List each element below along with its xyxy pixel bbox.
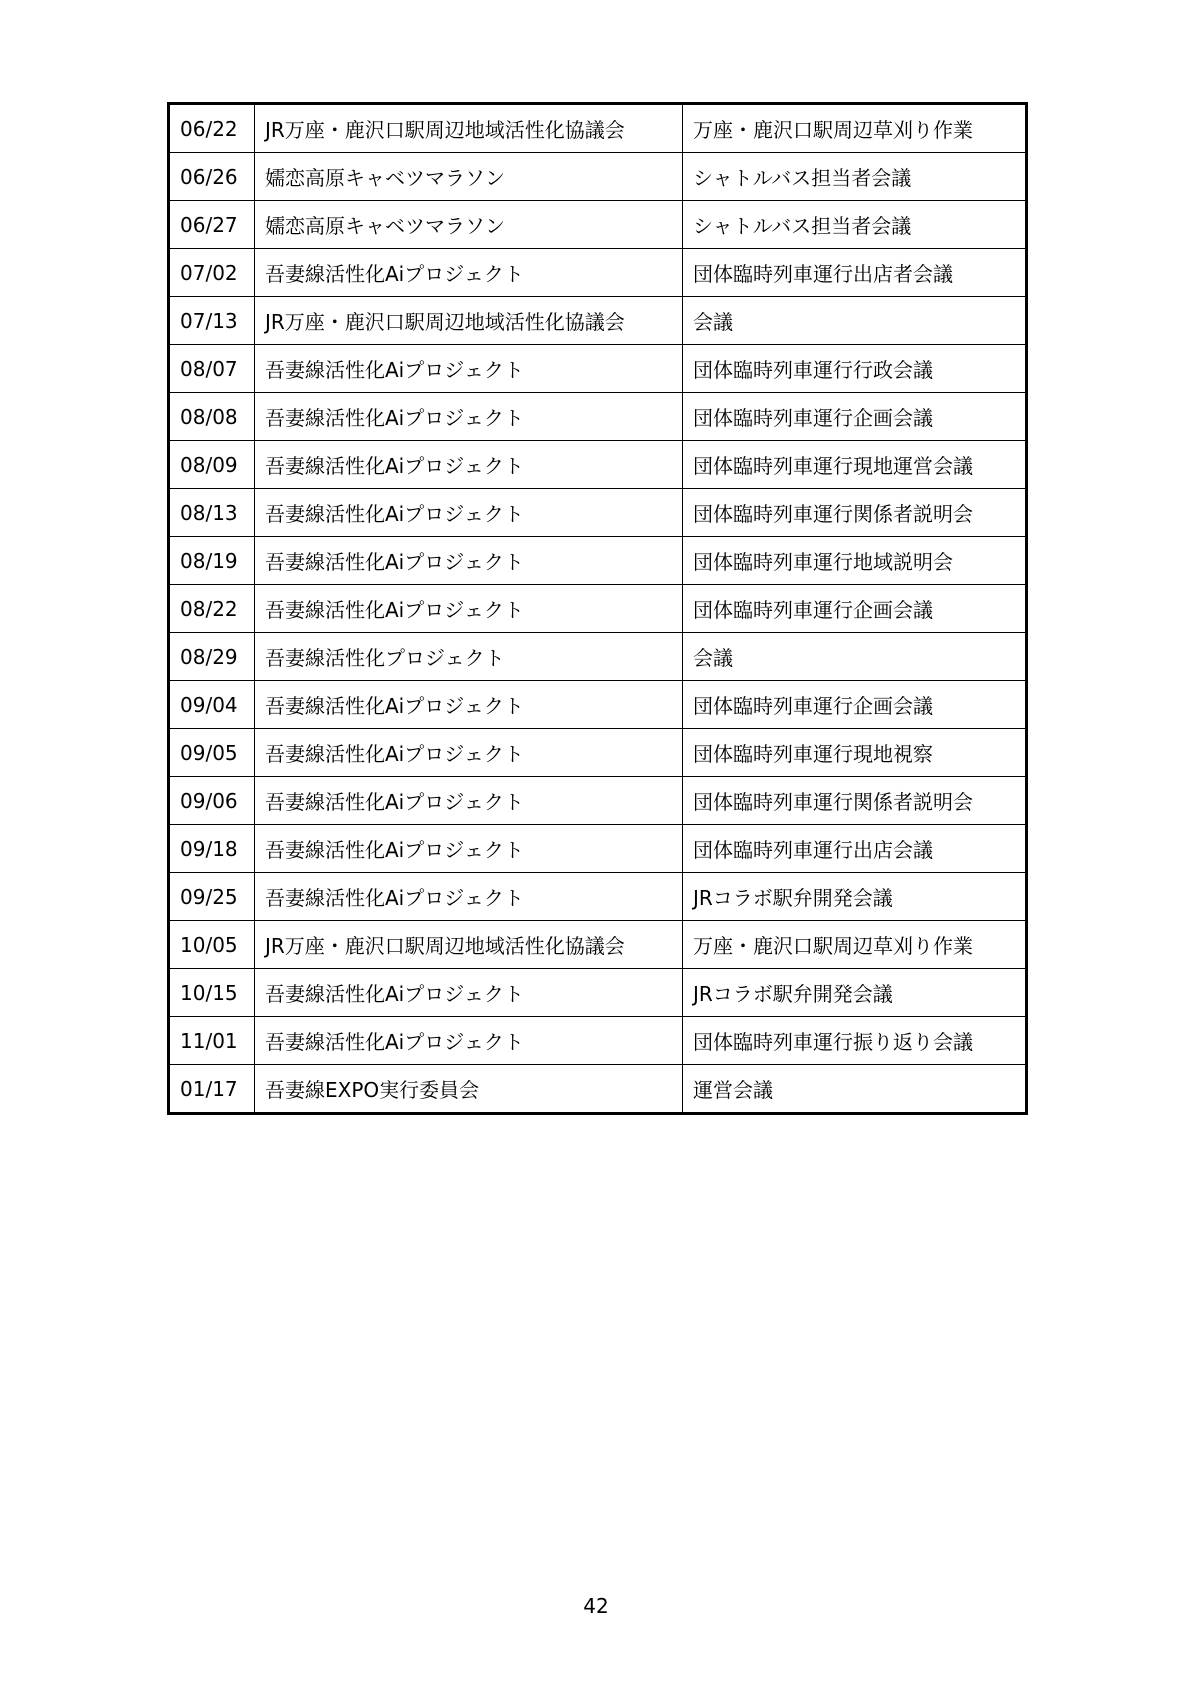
date-cell: 07/13 bbox=[169, 297, 255, 345]
content-cell: 万座・鹿沢口駅周辺草刈り作業 bbox=[683, 921, 1027, 969]
table-row bbox=[169, 249, 1027, 297]
organization-cell: 嬬恋高原キャベツマラソン bbox=[255, 201, 683, 249]
date-cell: 06/22 bbox=[169, 104, 255, 153]
table-row bbox=[169, 104, 1027, 153]
organization-cell: 吾妻線活性化Aiプロジェクト bbox=[255, 249, 683, 297]
content-cell: 団体臨時列車運行出店会議 bbox=[683, 825, 1027, 873]
content-cell: 団体臨時列車運行地域説明会 bbox=[683, 537, 1027, 585]
table-row bbox=[169, 633, 1027, 681]
organization-cell: 吾妻線活性化Aiプロジェクト bbox=[255, 1017, 683, 1065]
content-cell: シャトルバス担当者会議 bbox=[683, 201, 1027, 249]
table-row bbox=[169, 969, 1027, 1017]
table-row bbox=[169, 681, 1027, 729]
date-cell: 08/22 bbox=[169, 585, 255, 633]
table-row bbox=[169, 777, 1027, 825]
activity-table-body bbox=[169, 104, 1027, 1114]
organization-cell: 吾妻線活性化Aiプロジェクト bbox=[255, 393, 683, 441]
organization-cell: 吾妻線活性化Aiプロジェクト bbox=[255, 489, 683, 537]
date-cell: 07/02 bbox=[169, 249, 255, 297]
table-row bbox=[169, 825, 1027, 873]
date-cell: 08/13 bbox=[169, 489, 255, 537]
table-row bbox=[169, 297, 1027, 345]
table-row bbox=[169, 441, 1027, 489]
table-row bbox=[169, 1065, 1027, 1114]
content-cell: 団体臨時列車運行企画会議 bbox=[683, 681, 1027, 729]
organization-cell: 吾妻線活性化プロジェクト bbox=[255, 633, 683, 681]
date-cell: 06/27 bbox=[169, 201, 255, 249]
organization-cell: 吾妻線活性化Aiプロジェクト bbox=[255, 969, 683, 1017]
activity-table bbox=[167, 102, 1028, 1115]
table-row bbox=[169, 537, 1027, 585]
organization-cell: 吾妻線活性化Aiプロジェクト bbox=[255, 729, 683, 777]
table-row bbox=[169, 729, 1027, 777]
table-row bbox=[169, 345, 1027, 393]
date-cell: 08/07 bbox=[169, 345, 255, 393]
table-row bbox=[169, 585, 1027, 633]
date-cell: 08/29 bbox=[169, 633, 255, 681]
content-cell: 万座・鹿沢口駅周辺草刈り作業 bbox=[683, 104, 1027, 153]
organization-cell: 吾妻線活性化Aiプロジェクト bbox=[255, 825, 683, 873]
content-cell: 運営会議 bbox=[683, 1065, 1027, 1114]
organization-cell: JR万座・鹿沢口駅周辺地域活性化協議会 bbox=[255, 921, 683, 969]
table-row bbox=[169, 873, 1027, 921]
content-cell: 団体臨時列車運行現地運営会議 bbox=[683, 441, 1027, 489]
date-cell: 06/26 bbox=[169, 153, 255, 201]
organization-cell: 吾妻線活性化Aiプロジェクト bbox=[255, 777, 683, 825]
content-cell: 団体臨時列車運行現地視察 bbox=[683, 729, 1027, 777]
table-row bbox=[169, 1017, 1027, 1065]
date-cell: 09/06 bbox=[169, 777, 255, 825]
organization-cell: 吾妻線活性化Aiプロジェクト bbox=[255, 681, 683, 729]
organization-cell: 吾妻線EXPO実行委員会 bbox=[255, 1065, 683, 1114]
content-cell: 団体臨時列車運行振り返り会議 bbox=[683, 1017, 1027, 1065]
organization-cell: 吾妻線活性化Aiプロジェクト bbox=[255, 585, 683, 633]
organization-cell: JR万座・鹿沢口駅周辺地域活性化協議会 bbox=[255, 297, 683, 345]
content-cell: 団体臨時列車運行関係者説明会 bbox=[683, 489, 1027, 537]
table-row bbox=[169, 153, 1027, 201]
content-cell: 団体臨時列車運行企画会議 bbox=[683, 393, 1027, 441]
organization-cell: JR万座・鹿沢口駅周辺地域活性化協議会 bbox=[255, 104, 683, 153]
table-row bbox=[169, 201, 1027, 249]
table-row bbox=[169, 921, 1027, 969]
content-cell: 団体臨時列車運行関係者説明会 bbox=[683, 777, 1027, 825]
date-cell: 08/19 bbox=[169, 537, 255, 585]
organization-cell: 吾妻線活性化Aiプロジェクト bbox=[255, 345, 683, 393]
date-cell: 08/09 bbox=[169, 441, 255, 489]
content-cell: JRコラボ駅弁開発会議 bbox=[683, 873, 1027, 921]
date-cell: 09/05 bbox=[169, 729, 255, 777]
date-cell: 09/25 bbox=[169, 873, 255, 921]
date-cell: 01/17 bbox=[169, 1065, 255, 1114]
organization-cell: 吾妻線活性化Aiプロジェクト bbox=[255, 537, 683, 585]
content-cell: 団体臨時列車運行企画会議 bbox=[683, 585, 1027, 633]
organization-cell: 吾妻線活性化Aiプロジェクト bbox=[255, 873, 683, 921]
date-cell: 11/01 bbox=[169, 1017, 255, 1065]
organization-cell: 吾妻線活性化Aiプロジェクト bbox=[255, 441, 683, 489]
content-cell: 団体臨時列車運行行政会議 bbox=[683, 345, 1027, 393]
content-cell: JRコラボ駅弁開発会議 bbox=[683, 969, 1027, 1017]
date-cell: 09/04 bbox=[169, 681, 255, 729]
page-number: 42 bbox=[583, 1594, 609, 1618]
date-cell: 10/05 bbox=[169, 921, 255, 969]
table-row bbox=[169, 489, 1027, 537]
content-cell: 会議 bbox=[683, 633, 1027, 681]
table-row bbox=[169, 393, 1027, 441]
date-cell: 08/08 bbox=[169, 393, 255, 441]
content-cell: シャトルバス担当者会議 bbox=[683, 153, 1027, 201]
date-cell: 10/15 bbox=[169, 969, 255, 1017]
organization-cell: 嬬恋高原キャベツマラソン bbox=[255, 153, 683, 201]
content-cell: 団体臨時列車運行出店者会議 bbox=[683, 249, 1027, 297]
content-cell: 会議 bbox=[683, 297, 1027, 345]
date-cell: 09/18 bbox=[169, 825, 255, 873]
